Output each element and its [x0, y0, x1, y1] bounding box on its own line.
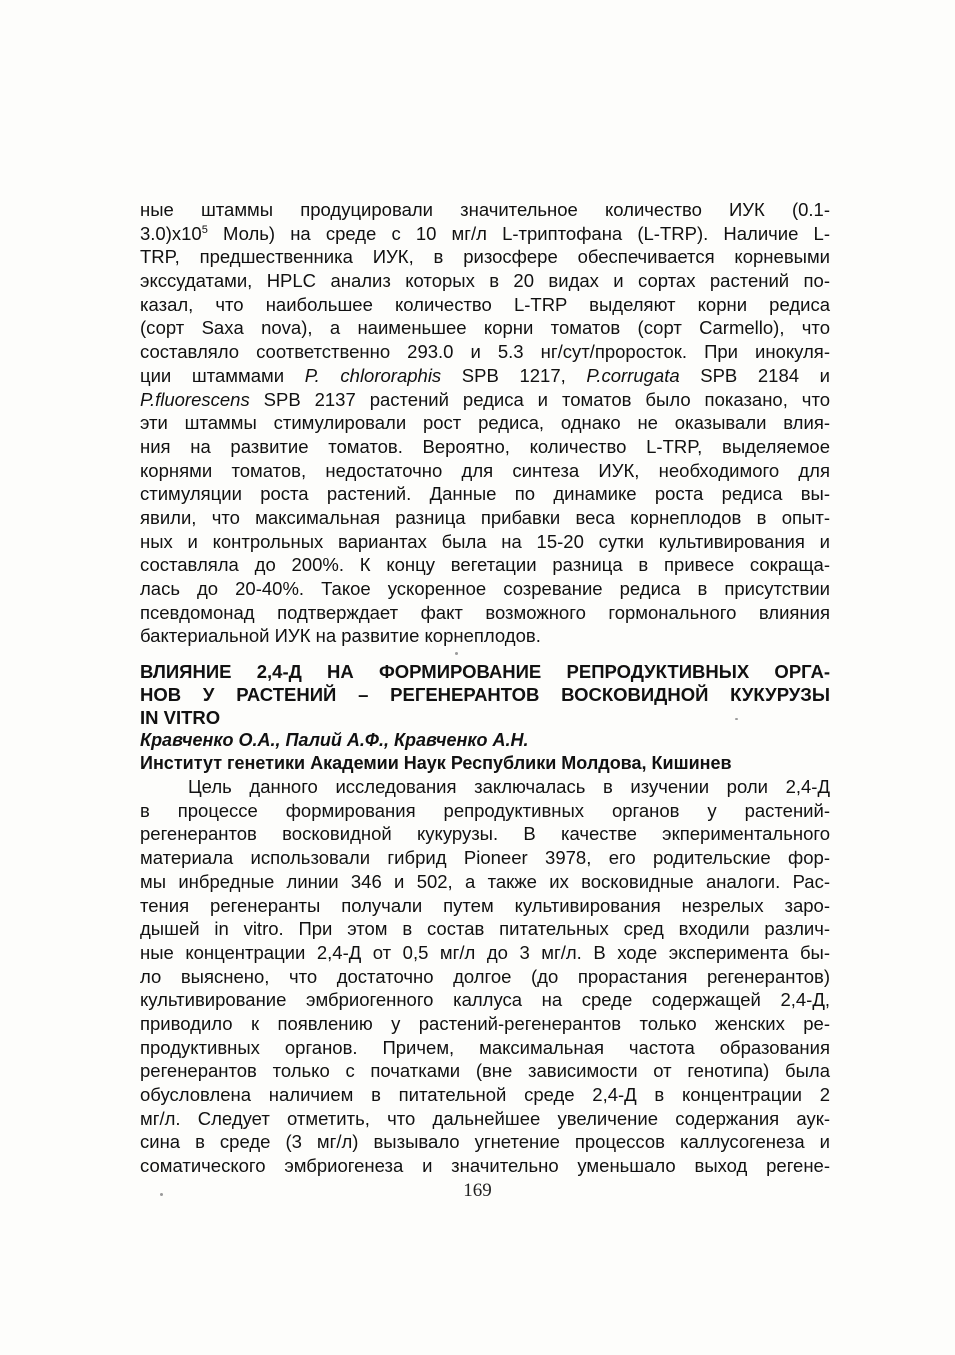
- text-line: ло выяснено, что достаточно долгое (до прорастания регенерантов): [140, 965, 830, 987]
- text-line: бактериальной ИУК на развитие корнеплодов.: [140, 625, 541, 647]
- title-line: ВЛИЯНИЕ 2,4-Д НА ФОРМИРОВАНИЕ РЕПРОДУКТИВНЫХ ОРГА-: [140, 661, 830, 683]
- article-title: [140, 660, 830, 729]
- paragraph-abstract: [140, 775, 830, 1178]
- text-line: ных и контрольных вариантах была на 15-20 сутки культивирования и: [140, 530, 830, 552]
- text-line: псевдомонад подтверждает факт возможного гормонального влияния: [140, 601, 830, 623]
- text-line: сина в среде (3 мг/л) вызывало угнетение процессов каллусогенеза и: [140, 1131, 830, 1153]
- text-line: составляло соответственно 293.0 и 5.3 нг/сут/проросток. При инокуля-: [140, 341, 830, 363]
- text-line: ные концентрации 2,4-Д от 0,5 мг/л до 3 мг/л. В ходе эксперимента бы-: [140, 941, 830, 963]
- text-line: казал, что наибольшее количество L-TRP выделяют корни редиса: [140, 293, 830, 315]
- text-line: ные штаммы продуцировали значительное количество ИУК (0.1-: [140, 199, 830, 220]
- text-line: дышей in vitro. При этом в состав питательных сред входили различ-: [140, 918, 830, 940]
- species-name: P.fluorescens: [140, 388, 250, 410]
- text-line: регенерантов восковидной кукурузы. В качестве экпериментального: [140, 823, 830, 845]
- text-line: Цель данного исследования заключалась в изучении роли 2,4-Д: [188, 776, 830, 798]
- text-line: лась до 20-40%. Такое ускоренное созревание редиса в присутствии: [140, 578, 830, 599]
- text-line: экссудатами, HPLC анализ которых в 20 видах и сортах растений по-: [140, 270, 830, 292]
- text-line: мг/л. Следует отметить, что дальнейшее увеличение содержания аук-: [140, 1107, 830, 1129]
- text-line: корнями томатов, недостаточно для синтеза ИУК, необходимого для: [140, 459, 830, 481]
- species-name: P.corrugata: [586, 364, 680, 386]
- text-line: ния на развитие томатов. Вероятно, количество L-TRP, выделяемое: [140, 435, 830, 457]
- species-name: P. chlororaphis: [304, 364, 442, 386]
- text-line: P.fluorescens SPB 2137 растений редиса и томатов было показано, что: [140, 388, 830, 410]
- title-line: IN VITRO: [140, 707, 221, 729]
- text-line: в процессе формирования репродуктивных органов у растений-: [140, 799, 830, 821]
- text-column: [140, 198, 830, 1178]
- text-line: (сорт Saxa nova), а наименьшее корни томатов (сорт Carmello), что: [140, 317, 830, 339]
- page-number: 169: [463, 1180, 492, 1201]
- paragraph-continued: [140, 198, 830, 648]
- text-line: эти штаммы стимулировали рост редиса, однако не оказывали влия-: [140, 412, 830, 434]
- article-institute: Институт генетики Академии Наук Республики Молдова, Кишинев: [140, 753, 732, 774]
- scan-speck: [735, 718, 738, 720]
- superscript: 5: [201, 223, 208, 236]
- text-line: культивирование эмбриогенного каллуса на среде содержащей 2,4-Д,: [140, 989, 830, 1011]
- text-line: $3.0)x10^5$ Моль) на среде с 10 мг/л L-триптофана (L-TRP). Наличие L-: [140, 222, 830, 244]
- text-line: продуктивных органов. Причем, максимальная частота образования: [140, 1036, 830, 1058]
- scan-speck: [160, 1193, 163, 1196]
- text-line: приводило к появлению у растений-регенерантов только женских ре-: [140, 1012, 830, 1034]
- title-line: НОВ У РАСТЕНИЙ – РЕГЕНЕРАНТОВ ВОСКОВИДНОЙ КУКУРУЗЫ: [140, 684, 830, 706]
- text-line: явили, что максимальная разница прибавки веса корнеплодов в опыт-: [140, 506, 830, 528]
- text-line: тения регенеранты получали путем культивирования незрелых заро-: [140, 894, 830, 916]
- article-authors: Кравченко О.А., Палий А.Ф., Кравченко А.Н.: [140, 730, 529, 751]
- text-line: ции штаммами P. chlororaphis SPB 1217, P.corrugata SPB 2184 и: [140, 364, 830, 386]
- text-line: стимуляции роста растений. Данные по динамике роста редиса вы-: [140, 483, 830, 505]
- scan-speck: [455, 652, 458, 655]
- text-line: материала использовали гибрид Pioneer 3978, его родительские фор-: [140, 847, 830, 869]
- text-line: регенерантов только с початками (вне зависимости от генотипа) была: [140, 1060, 830, 1082]
- text-line: мы инбредные линии 346 и 502, а также их восковидные аналоги. Рас-: [140, 870, 830, 892]
- text-line: соматического эмбриогенеза и значительно уменьшало выход регене-: [140, 1155, 830, 1177]
- text-line: TRP, предшественника ИУК, в ризосфере обеспечивается корневыми: [140, 246, 830, 268]
- text-line: составляла до 200%. К концу вегетации разница в привесе сокраща-: [140, 554, 830, 576]
- text-line: обусловлена наличием в питательной среде 2,4-Д в концентрации 2: [140, 1084, 830, 1105]
